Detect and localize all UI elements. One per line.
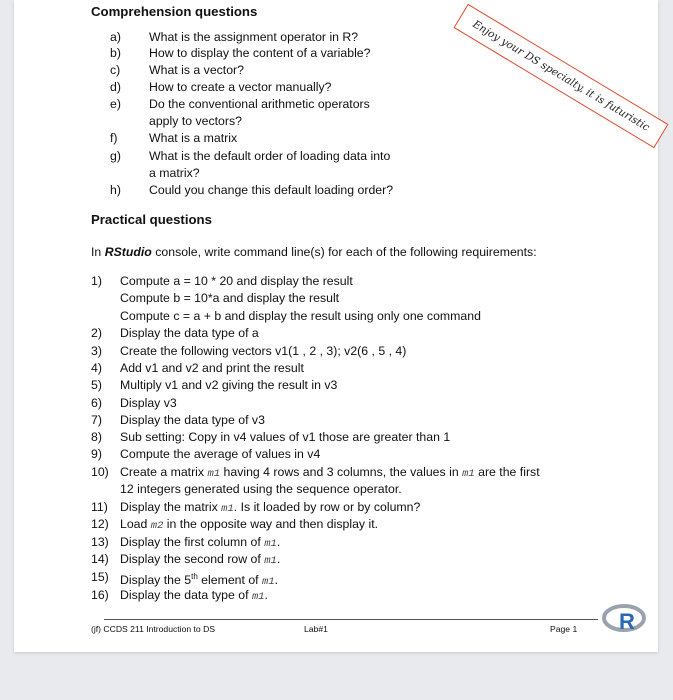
list-item: How to create a vector manually? [149, 80, 332, 94]
list-marker: 7) [91, 413, 102, 427]
list-item-continuation: a matrix? [149, 166, 200, 180]
list-marker: 6) [91, 396, 102, 410]
motivation-stamp: Enjoy your DS specialty, it is futuristic [454, 4, 669, 149]
list-marker: 14) [91, 552, 109, 566]
list-marker: 4) [91, 361, 102, 375]
list-item: What is a vector? [149, 63, 244, 77]
list-marker: 13) [91, 535, 109, 549]
footer-divider [104, 619, 598, 620]
list-item: What is the default order of loading data into [149, 149, 391, 163]
list-item: Multiply v1 and v2 giving the result in v3 [120, 378, 338, 392]
list-marker: g) [110, 149, 121, 163]
list-marker: 10) [91, 465, 109, 479]
list-item: Display the data type of m1. [120, 588, 268, 603]
list-marker: 11) [91, 500, 108, 514]
list-item: Add v1 and v2 and print the result [120, 361, 304, 375]
list-marker: 8) [91, 430, 102, 444]
r-logo-icon [602, 604, 646, 634]
footer-page-number: Page 1 [550, 624, 578, 634]
list-item: Display the first column of m1. [120, 535, 281, 550]
list-item: Display v3 [120, 396, 177, 410]
list-marker: c) [110, 63, 121, 77]
list-item: Display the data type of v3 [120, 413, 265, 427]
list-item: Display the data type of a [120, 326, 259, 340]
list-marker: d) [110, 80, 121, 94]
list-marker: 16) [91, 588, 109, 602]
list-marker: 12) [91, 517, 109, 531]
r-logo-letter: R [619, 609, 635, 634]
list-item: Create the following vectors v1(1 , 2 , 3); v2(6 , 5 , 4) [120, 344, 407, 358]
list-marker: 5) [91, 378, 102, 392]
list-item: Create a matrix m1 having 4 rows and 3 columns, the values in m1 are the first [120, 465, 540, 480]
list-item: Compute the average of values in v4 [120, 447, 321, 461]
list-marker: h) [110, 183, 121, 197]
list-marker: 2) [91, 326, 102, 340]
list-item: Display the 5th element of m1. [120, 572, 279, 589]
list-item-continuation: Compute c = a + b and display the result using only one command [120, 309, 481, 323]
list-marker: 15) [91, 570, 109, 584]
list-item-continuation: 12 integers generated using the sequence operator. [120, 482, 402, 496]
list-item: Compute a = 10 * 20 and display the result [120, 274, 353, 288]
list-item: Display the matrix m1. Is it loaded by row or by column? [120, 500, 421, 515]
list-marker: 3) [91, 344, 102, 358]
list-item: Display the second row of m1. [120, 552, 281, 567]
list-item: Do the conventional arithmetic operators [149, 97, 370, 111]
footer-course: (jf) CCDS 211 Introduction to DS [91, 624, 216, 634]
list-item: What is a matrix [149, 131, 238, 145]
list-marker: 1) [91, 274, 102, 288]
list-item: Load m2 in the opposite way and then display it. [120, 517, 379, 532]
list-marker: a) [110, 30, 121, 44]
list-marker: b) [110, 46, 121, 60]
list-marker: f) [110, 131, 118, 145]
footer-lab: Lab#1 [304, 624, 328, 634]
list-item: Could you change this default loading order? [149, 183, 394, 197]
list-marker: 9) [91, 447, 102, 461]
practical-intro: In RStudio console, write command line(s) for each of the following requirements: [91, 245, 537, 259]
list-item: How to display the content of a variable? [149, 46, 371, 60]
document-page [14, 0, 658, 652]
practical-heading: Practical questions [91, 212, 212, 227]
list-item: Sub setting: Copy in v4 values of v1 those are greater than 1 [120, 430, 451, 444]
list-item: What is the assignment operator in R? [149, 30, 359, 44]
list-marker: e) [110, 97, 121, 111]
list-item-continuation: apply to vectors? [149, 114, 242, 128]
list-item-continuation: Compute b = 10*a and display the result [120, 291, 340, 305]
comprehension-heading: Comprehension questions [91, 4, 258, 19]
